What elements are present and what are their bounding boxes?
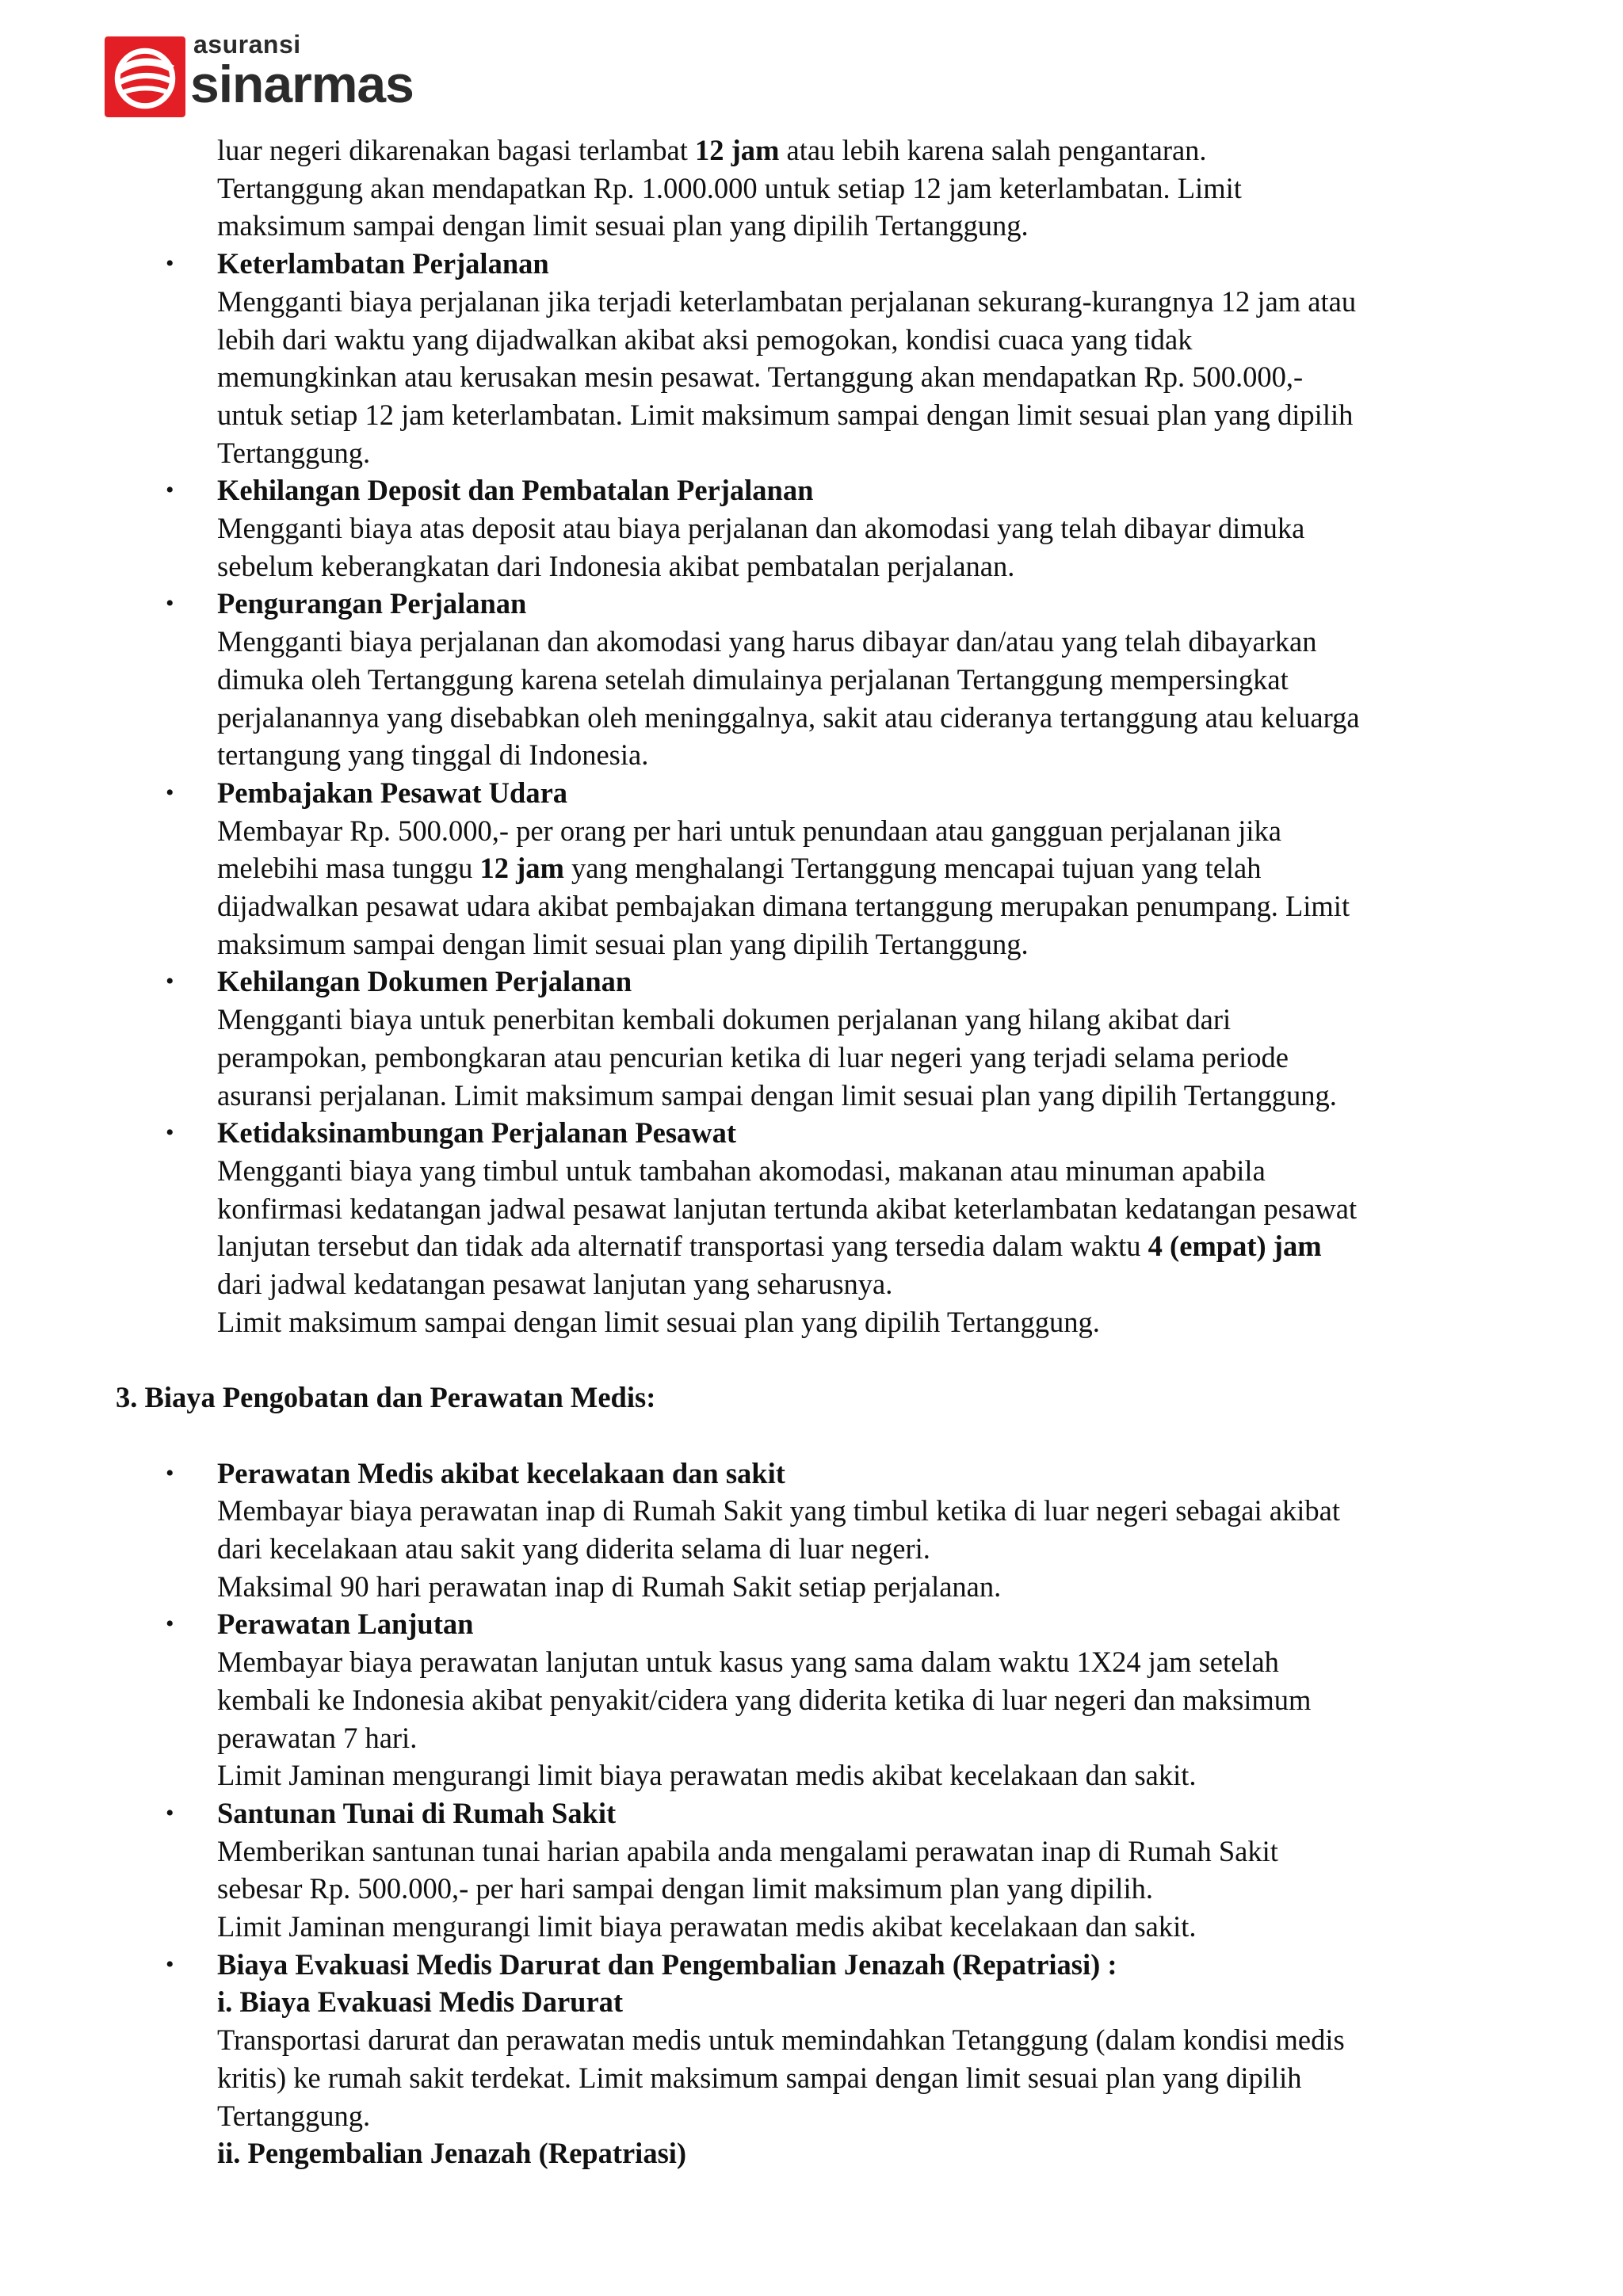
text-line: sebesar Rp. 500.000,- per hari sampai dengan limit maksimum plan yang dipilih. (217, 1872, 1153, 1905)
list-item-santunan-tunai (166, 1794, 1556, 1946)
text-line: Mengganti biaya yang timbul untuk tambahan akomodasi, makanan atau minuman apabila (217, 1154, 1266, 1187)
text-line (217, 132, 1556, 170)
text-line: Limit Jaminan mengurangi limit biaya perawatan medis akibat kecelakaan dan sakit. (217, 1910, 1197, 1943)
text-line: sebelum keberangkatan dari Indonesia akibat pembatalan perjalanan. (217, 549, 1015, 582)
text-line: maksimum sampai dengan limit sesuai plan yang dipilih Tertanggung. (217, 927, 1029, 960)
bullet-icon: • (166, 779, 174, 806)
item-title: Pembajakan Pesawat Udara (217, 776, 568, 809)
item-title: Pengurangan Perjalanan (217, 587, 527, 620)
text-line: perampokan, pembongkaran atau pencurian ketika di luar negeri yang terjadi selama periode (217, 1040, 1289, 1074)
text-line: Maksimal 90 hari perawatan inap di Rumah Sakit setiap perjalanan. (217, 1569, 1002, 1603)
text-line: Mengganti biaya untuk penerbitan kembali dokumen perjalanan yang hilang akibat dari (217, 1003, 1232, 1036)
bullet-icon: • (166, 590, 174, 617)
item-title: Ketidaksinambungan Perjalanan Pesawat (217, 1116, 737, 1150)
text-line: Mengganti biaya perjalanan dan akomodasi yang harus dibayar dan/atau yang telah dibayarkan (217, 625, 1317, 658)
item-title: Keterlambatan Perjalanan (217, 247, 549, 280)
text-line: lebih dari waktu yang dijadwalkan akibat aksi pemogokan, kondisi cuaca yang tidak (217, 322, 1193, 356)
text-line: Mengganti biaya atas deposit atau biaya perjalanan dan akomodasi yang telah dibayar dimuka (217, 512, 1305, 545)
bullet-icon: • (166, 250, 174, 277)
text-line: Memberikan santunan tunai harian apabila anda mengalami perawatan inap di Rumah Sakit (217, 1834, 1278, 1867)
item-title: Kehilangan Dokumen Perjalanan (217, 965, 632, 998)
list-item-kehilangan-deposit (166, 471, 1556, 585)
text-line: Transportasi darurat dan perawatan medis untuk memindahkan Tetanggung (dalam kondisi medis (217, 2023, 1345, 2057)
text-line: perawatan 7 hari. (217, 1721, 418, 1754)
bullet-icon: • (166, 968, 174, 995)
text-span: atau lebih karena salah pengantaran. (779, 134, 1207, 166)
text-line: Tertanggung. (217, 2099, 371, 2132)
bullet-icon: • (166, 477, 174, 504)
bold-text: 12 jam (479, 852, 564, 885)
list-item-perawatan-medis (166, 1455, 1556, 1606)
sub-title: i. Biaya Evakuasi Medis Darurat (217, 1985, 624, 2019)
bold-text: 12 jam (694, 134, 780, 166)
list-item-keterlambatan-perjalanan (166, 245, 1556, 471)
sinarmas-logo-icon (105, 36, 185, 117)
item-title: Perawatan Lanjutan (217, 1608, 474, 1641)
text-line: Membayar biaya perawatan inap di Rumah Sakit yang timbul ketika di luar negeri sebagai akibat (217, 1494, 1340, 1527)
text-line: kritis) ke rumah sakit terdekat. Limit maksimum sampai dengan limit sesuai plan yang dipilih (217, 2061, 1302, 2094)
text-line: maksimum sampai dengan limit sesuai plan yang dipilih Tertanggung. (217, 209, 1029, 242)
list-item-ketidaksinambungan (166, 1114, 1556, 1341)
list-item-kehilangan-dokumen (166, 963, 1556, 1114)
text-span: yang menghalangi Tertanggung mencapai tujuan yang telah (563, 852, 1262, 885)
item-title: Perawatan Medis akibat kecelakaan dan sakit (217, 1456, 785, 1489)
text-line: memungkinkan atau kerusakan mesin pesawat. Tertanggung akan mendapatkan Rp. 500.000,- (217, 360, 1304, 394)
text-line: dimuka oleh Tertanggung karena setelah dimulainya perjalanan Tertanggung mempersingkat (217, 662, 1289, 696)
text-span: melebihi masa tunggu (217, 852, 480, 885)
text-line: dijadwalkan pesawat udara akibat pembajakan dimana tertanggung merupakan penumpang. Limit (217, 890, 1350, 923)
bullet-icon: • (166, 1951, 174, 1978)
item-title: Biaya Evakuasi Medis Darurat dan Pengembalian Jenazah (Repatriasi) : (217, 1947, 1117, 1981)
text-line: dari jadwal kedatangan pesawat lanjutan yang seharusnya. (217, 1268, 893, 1301)
logo-asuransi-text: asuransi (193, 30, 301, 59)
text-span: luar negeri dikarenakan bagasi terlambat (217, 134, 695, 166)
text-line: Limit Jaminan mengurangi limit biaya perawatan medis akibat kecelakaan dan sakit. (217, 1759, 1197, 1792)
text-span: lanjutan tersebut dan tidak ada alternatif transportasi yang tersedia dalam waktu (217, 1230, 1148, 1263)
text-line: Mengganti biaya perjalanan jika terjadi keterlambatan perjalanan sekurang-kurangnya 12 jam atau (217, 284, 1357, 318)
list-item-pengurangan-perjalanan (166, 585, 1556, 774)
document-body (0, 132, 1623, 2172)
logo-brand-text: sinarmas (190, 55, 414, 113)
list-item-perawatan-lanjutan (166, 1605, 1556, 1794)
text-line: Tertanggung akan mendapatkan Rp. 1.000.000 untuk setiap 12 jam keterlambatan. Limit (217, 171, 1242, 204)
list-item-evakuasi-medis (166, 1946, 1556, 2172)
bullet-icon: • (166, 1799, 174, 1826)
intro-paragraph (217, 132, 1556, 245)
text-line: dari kecelakaan atau sakit yang diderita selama di luar negeri. (217, 1531, 930, 1565)
item-title: Kehilangan Deposit dan Pembatalan Perjalanan (217, 474, 814, 507)
text-line: Membayar biaya perawatan lanjutan untuk kasus yang sama dalam waktu 1X24 jam setelah (217, 1646, 1279, 1679)
company-logo (105, 30, 445, 125)
text-line: konfirmasi kedatangan jadwal pesawat lanjutan tertunda akibat keterlambatan kedatangan pesawat (217, 1192, 1358, 1225)
text-line (217, 1227, 1556, 1265)
text-line: Membayar Rp. 500.000,- per orang per hari untuk penundaan atau gangguan perjalanan jika (217, 814, 1281, 847)
bold-text: 4 (empat) jam (1148, 1230, 1322, 1263)
text-line: tertangung yang tinggal di Indonesia. (217, 738, 649, 772)
text-line: untuk setiap 12 jam keterlambatan. Limit maksimum sampai dengan limit sesuai plan yang dipilih (217, 398, 1354, 431)
section-heading: 3. Biaya Pengobatan dan Perawatan Medis: (116, 1381, 656, 1414)
text-line: Tertanggung. (217, 436, 371, 469)
text-line (217, 849, 1556, 887)
sub-title: ii. Pengembalian Jenazah (Repatriasi) (217, 2137, 687, 2170)
text-line: perjalanannya yang disebabkan oleh meninggalnya, sakit atau cideranya tertanggung atau keluarga (217, 700, 1360, 734)
text-line: Limit maksimum sampai dengan limit sesuai plan yang dipilih Tertanggung. (217, 1305, 1100, 1338)
bullet-icon: • (166, 1119, 174, 1146)
bullet-icon: • (166, 1459, 174, 1486)
text-line: asuransi perjalanan. Limit maksimum sampai dengan limit sesuai plan yang dipilih Tertanggung. (217, 1078, 1337, 1112)
text-line: kembali ke Indonesia akibat penyakit/cidera yang diderita ketika di luar negeri dan maksimum (217, 1683, 1312, 1716)
item-title: Santunan Tunai di Rumah Sakit (217, 1796, 617, 1829)
list-item-pembajakan-pesawat (166, 774, 1556, 963)
bullet-icon: • (166, 1611, 174, 1638)
